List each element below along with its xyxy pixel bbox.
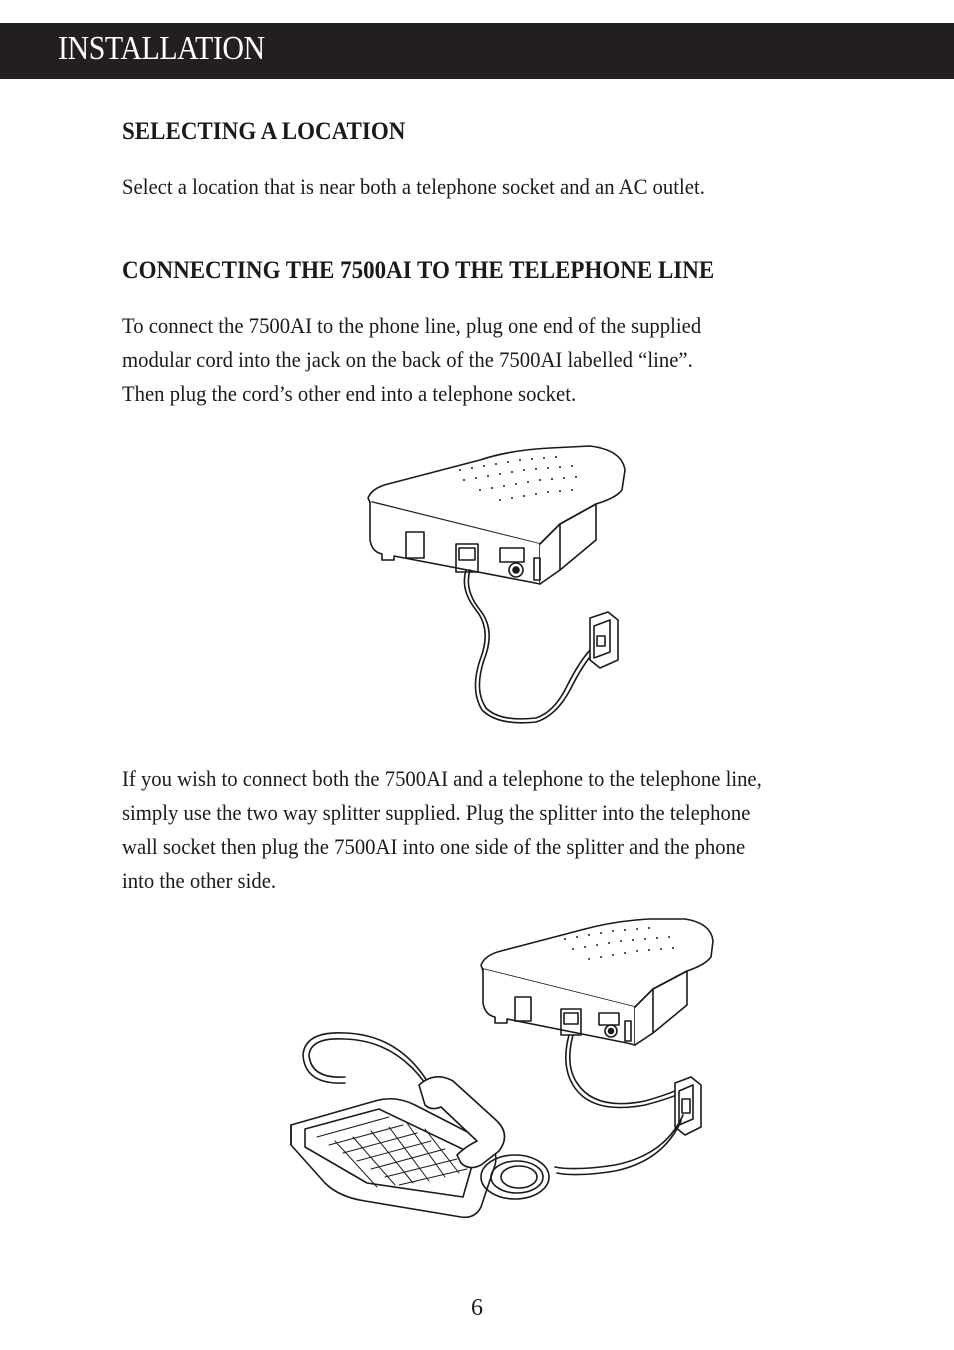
page-title: INSTALLATION [58, 30, 265, 67]
section-body-connecting: To connect the 7500AI to the phone line, plug one end of the supplied modular cord into the jack on the back of the 7500AI labelled “line”. Then plug the cord’s other end into a telephone socket. [122, 313, 702, 406]
section-heading-connecting: CONNECTING THE 7500AI TO THE TELEPHONE LINE [122, 257, 715, 284]
answering-machine-telephone-splitter-illustration [285, 915, 715, 1235]
section-body-selecting-location: Select a location that is near both a telephone socket and an AC outlet. [122, 174, 705, 199]
page-number: 6 [471, 1295, 483, 1321]
answering-machine-wall-socket-illustration [360, 440, 630, 730]
section-heading-selecting-location: SELECTING A LOCATION [122, 118, 406, 145]
section-body-splitter: If you wish to connect both the 7500AI and a telephone to the telephone line, simply use the two way splitter supplied. Plug the splitter into the telephone wall socket then plug the 7500AI into one side of the splitter and the phone into the other side. [122, 766, 762, 893]
